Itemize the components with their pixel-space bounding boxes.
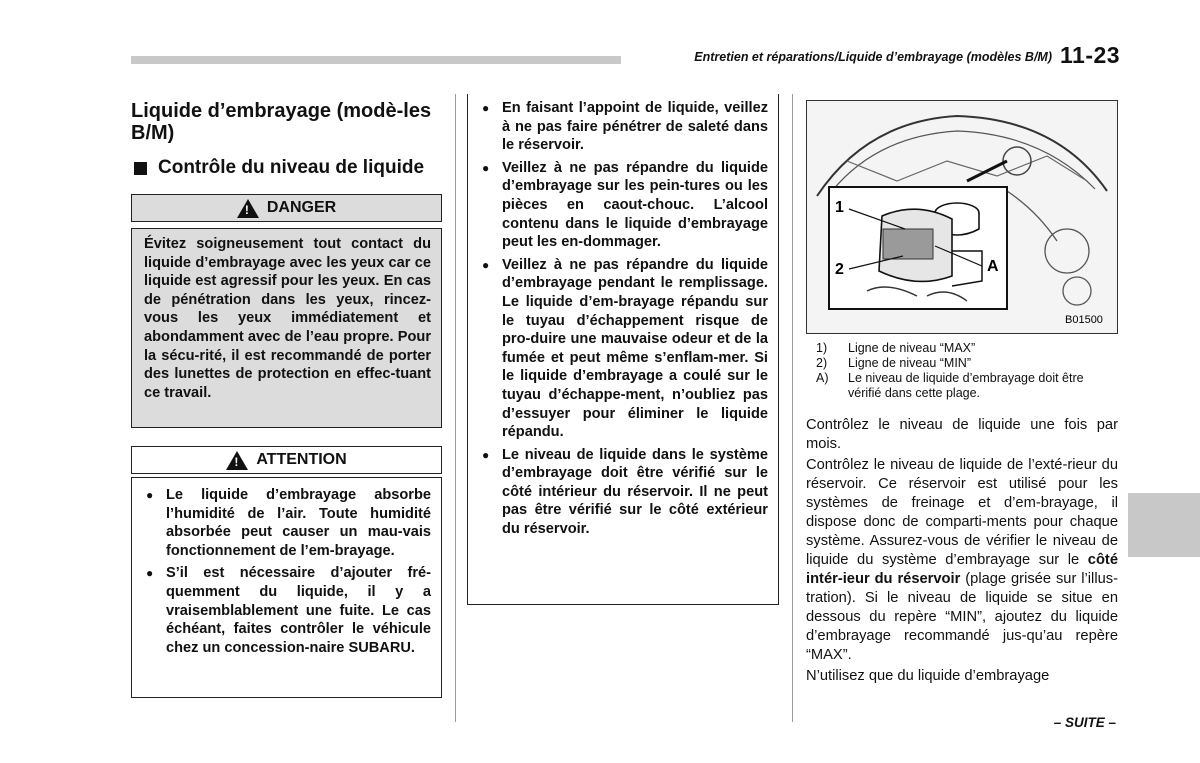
danger-header xyxy=(131,194,442,222)
list-item: ● En faisant l’appoint de liquide, veillez à ne pas faire pénétrer de saleté dans le réservoir. xyxy=(482,100,768,154)
subsection-marker xyxy=(134,162,147,175)
figure-legend xyxy=(816,341,1118,401)
bullet-icon: ● xyxy=(482,257,490,272)
running-header: Entretien et réparations/Liquide d’embrayage (modèles B/M) xyxy=(694,50,1052,64)
figure-code: B01500 xyxy=(1065,314,1103,326)
header-rule xyxy=(131,56,621,64)
warning-triangle-icon: ! xyxy=(226,451,248,470)
bullet-icon: ● xyxy=(482,160,490,175)
section-title: Liquide d’embrayage (modè-les B/M) xyxy=(131,100,432,144)
bullet-icon: ● xyxy=(482,447,490,462)
column-divider-right xyxy=(792,94,793,722)
callout-2: 2 xyxy=(835,261,844,278)
reservoir-illustration xyxy=(806,100,1118,334)
attention-box xyxy=(131,477,442,698)
continued-marker: – SUITE – xyxy=(1053,715,1116,730)
legend-item: 1) Ligne de niveau “MAX” xyxy=(816,341,976,355)
paragraph: Contrôlez le niveau de liquide une fois par mois. xyxy=(806,417,1118,452)
bullet-icon: ● xyxy=(146,488,154,502)
attention-continued-box xyxy=(467,94,779,605)
bullet-icon: ● xyxy=(146,566,154,581)
list-item: ● S’il est nécessaire d’ajouter fré-quemment du liquide, il y a vraisemblablement une fuite. Le cas échéant, faites contrôler le véhicule chez un concession-naire SUBARU. xyxy=(146,565,431,656)
list-item: ● Le niveau de liquide dans le système d’embrayage doit être vérifié sur le côté intérieur du réservoir. Il ne peut pas être vérifié sur le côté extérieur du réservoir. xyxy=(482,446,768,538)
legend-item: 2) Ligne de niveau “MIN” xyxy=(816,356,971,370)
chapter-thumb-tab xyxy=(1128,493,1200,557)
column-divider-left xyxy=(455,94,456,722)
body-text xyxy=(806,416,1118,688)
paragraph: N’utilisez que du liquide d’embrayage xyxy=(806,668,1050,684)
danger-label: DANGER xyxy=(266,199,337,216)
subsection-title: Contrôle du niveau de liquide xyxy=(158,157,425,178)
engine-bay-drawing xyxy=(807,101,1116,332)
warning-triangle-icon: ! xyxy=(237,199,259,218)
paragraph: Contrôlez le niveau de liquide de l’exté-rieur du réservoir. Ce réservoir est utilisé pour les systèmes de freinage et d’em-brayage, il dispose donc de comparti-ments pour chaque système. Assurez-vous de vérifier le niveau de liquide du système d’embrayage sur le côté intér-ieur du réservoir (plage grisée sur l’illus-tration). Si le niveau de liquide se situe en dessous du repère “MIN”, ajoutez du liquide d’embrayage recommandé jus-qu’au repère “MAX”. xyxy=(806,457,1118,663)
attention-header xyxy=(131,446,442,474)
list-item: ● Veillez à ne pas répandre du liquide d’embrayage pendant le remplissage. Le liquide d’em-brayage répandu sur le tuyau d’échappement risque de pro-duire une mauvaise odeur et de la fumée et peut même s’enflam-mer. Si le liquide d’embrayage a coulé sur le tuyau d’échappe-ment, n’oubliez pas d’essuyer pour éliminer le liquide répandu. xyxy=(482,256,768,441)
callout-a: A xyxy=(987,258,999,275)
legend-item: A) Le niveau de liquide d’embrayage doit être vérifié dans cette plage. xyxy=(816,371,1084,400)
bullet-icon: ● xyxy=(482,101,490,115)
list-item: ● Le liquide d’embrayage absorbe l’humidité de l’air. Toute humidité absorbée peut causer un mau-vais fonctionnement de l’em-brayage. xyxy=(146,487,431,559)
list-item: ● Veillez à ne pas répandre du liquide d’embrayage sur les pein-tures ou les pièces en caout-chouc. L’alcool contenu dans le liquide d’embrayage peut les en-dommager. xyxy=(482,159,768,251)
attention-label: ATTENTION xyxy=(256,451,347,468)
danger-text: Évitez soigneusement tout contact du liquide d’embrayage avec les yeux car ce liquide est agressif pour les yeux. En cas de pénétration dans les yeux, rincez-vous les yeux immédiatement et abondamment avec de l’eau propre. Pour la sécu-rité, il est recommandé de porter des lunettes de protection en effec-tuant ce travail. xyxy=(131,228,442,428)
page-number: 11-23 xyxy=(1060,42,1121,68)
callout-1: 1 xyxy=(835,199,844,216)
